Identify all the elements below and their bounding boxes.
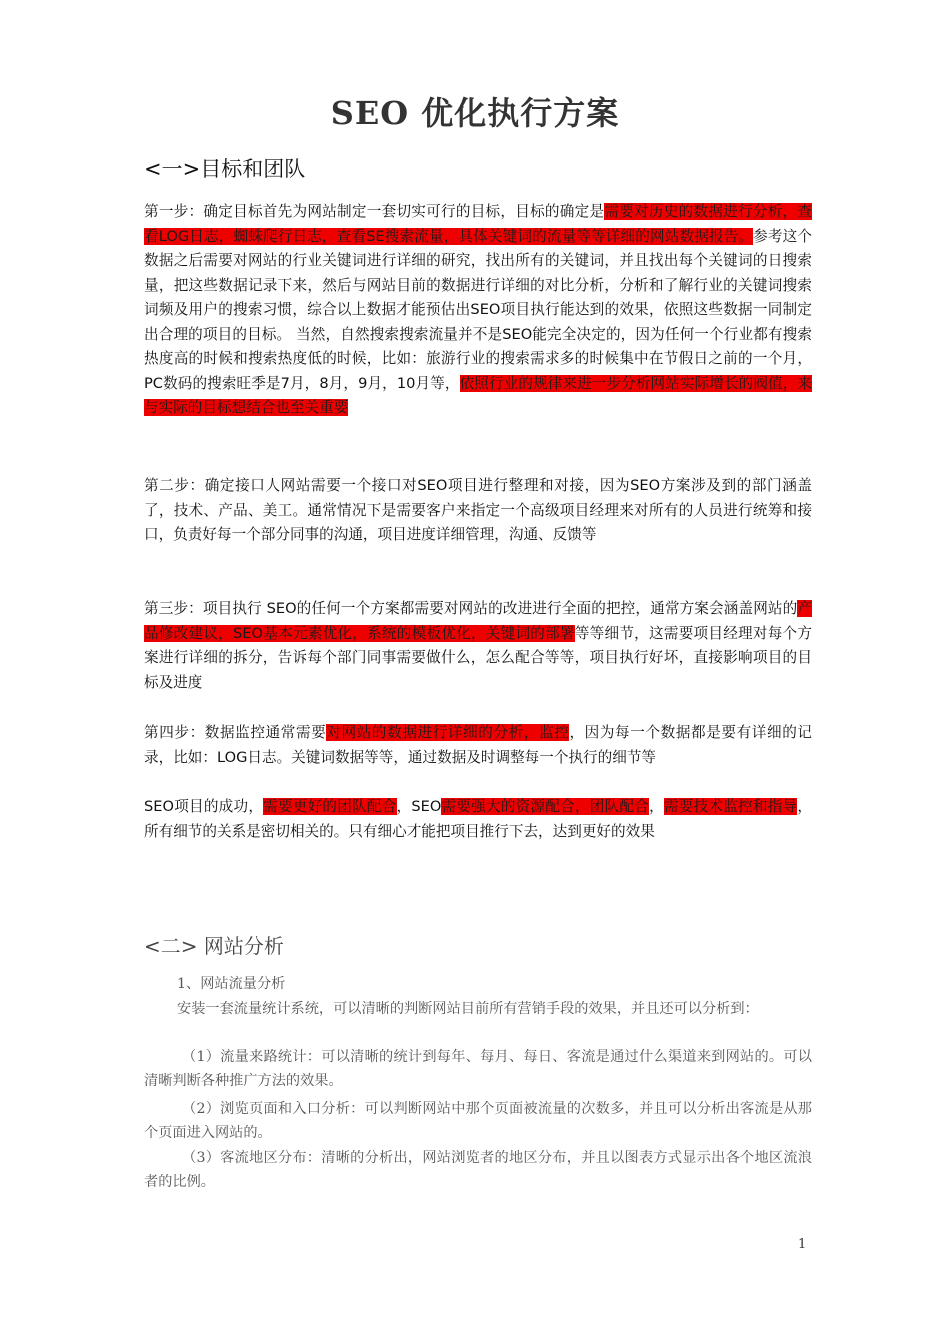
step4-text-b: ，因为每一个数据都是要有详细的记录，比如：LOG日志。关键词数据等等，通过数据及时调整每一个执行的细节等 xyxy=(144,724,812,766)
page-number: 1 xyxy=(798,1237,807,1252)
summary-text-c: ， xyxy=(649,798,664,815)
summary-text-b: ，SEO xyxy=(396,798,442,815)
summary-highlight-a: 需要更好的团队配合 xyxy=(263,798,397,815)
paragraph-install-stats: 安装一套流量统计系统，可以清晰的判断网站目前所有营销手段的效果，并且还可以分析到： xyxy=(177,1001,759,1017)
step2-text: 第二步：确定接口人网站需要一个接口对SEO项目进行整理和对接，因为SEO方案涉及到的部门涵盖了，技术、产品、美工。通常情况下是需要客户来指定一个高级项目经理来对所有的人员进行统筹和接口，负责好每一个部分同事的沟通，项目进度详细管理，沟通、反馈等 xyxy=(144,477,812,543)
step3-text-a: 第三步：项目执行 SEO的任何一个方案都需要对网站的改进进行全面的把控，通常方案会涵盖网站的 xyxy=(144,600,798,617)
step3-highlight: 产品修改建议，SEO基本元素优化，系统的模板优化，关键词的部署 xyxy=(144,600,812,642)
step1-text-b: 参考这个数据之后需要对网站的行业关键词进行详细的研究，找出所有的关键词，并且找出每个关键词的日搜索量，把这些数据记录下来，然后与网站目前的数据进行详细的对比分析，分析和了解行业的关键词搜索词频及用户的搜索习惯，综合以上数据才能预估出SEO项目执行能达到的效果，依照这些数据一同制定出合理的项目的目标。 当然，自然搜索搜索流量并不是SEO能完全决定的，因为任何一个行业都有搜索热度高的时候和搜索热度低的时候，比如：旅游行业的搜索需求多的时候集中在节假日之前的一个月，PC数码的搜索旺季是7月，8月，9月，10月等， xyxy=(144,227,812,392)
paragraph-step1 xyxy=(144,200,812,421)
paragraph-step2 xyxy=(144,474,812,548)
step1-highlight-a: 需要对历史的数据进行分析，查看LOG日志，蜘蛛爬行日志，查看SE搜索流量，具体关键词的流量等等详细的网站数据报告。 xyxy=(144,203,812,245)
paragraph-step4 xyxy=(144,721,812,770)
subheading-traffic-analysis: 1、网站流量分析 xyxy=(177,976,286,992)
section-heading-goals-team: <一>目标和团队 xyxy=(144,157,306,181)
summary-text-d: ，所有细节的关系是密切相关的。只有细心才能把项目推行下去，达到更好的效果 xyxy=(144,798,812,840)
step4-text-a: 第四步：数据监控通常需要 xyxy=(144,724,327,741)
paragraph-step3 xyxy=(144,597,812,695)
step1-highlight-b: 依照行业的规律来进一步分析网站实际增长的阀值，来与实际的目标想结合也至关重要 xyxy=(144,374,812,416)
list-item-traffic-source: （1）流量来路统计：可以清晰的统计到每年、每月、每日、客流是通过什么渠道来到网站的。可以清晰判断各种推广方法的效果。 xyxy=(144,1049,812,1089)
paragraph-summary xyxy=(144,795,812,844)
step1-text-a: 第一步：确定目标首先为网站制定一套切实可行的目标，目标的确定是 xyxy=(144,203,605,220)
section-heading-site-analysis: <二> 网站分析 xyxy=(144,934,284,958)
summary-text-a: SEO项目的成功， xyxy=(144,798,264,815)
summary-highlight-b: 需要强大的资源配合，团队配合 xyxy=(441,798,650,815)
document-title: SEO 优化执行方案 xyxy=(330,94,620,132)
step3-text-b: 等等细节，这需要项目经理对每个方案进行详细的拆分，告诉每个部门同事需要做什么，怎么配合等等，项目执行好坏，直接影响项目的目标及进度 xyxy=(144,624,812,691)
list-item-page-entry: （2）浏览页面和入口分析：可以判断网站中那个页面被流量的次数多，并且可以分析出客流是从那个页面进入网站的。 xyxy=(144,1101,812,1141)
summary-highlight-c: 需要技术监控和指导 xyxy=(663,798,798,815)
step4-highlight: 对网站的数据进行详细的分析，监控 xyxy=(326,724,570,741)
list-item-region: （3）客流地区分布：清晰的分析出，网站浏览者的地区分布，并且以图表方式显示出各个地区流浪者的比例。 xyxy=(144,1150,812,1190)
